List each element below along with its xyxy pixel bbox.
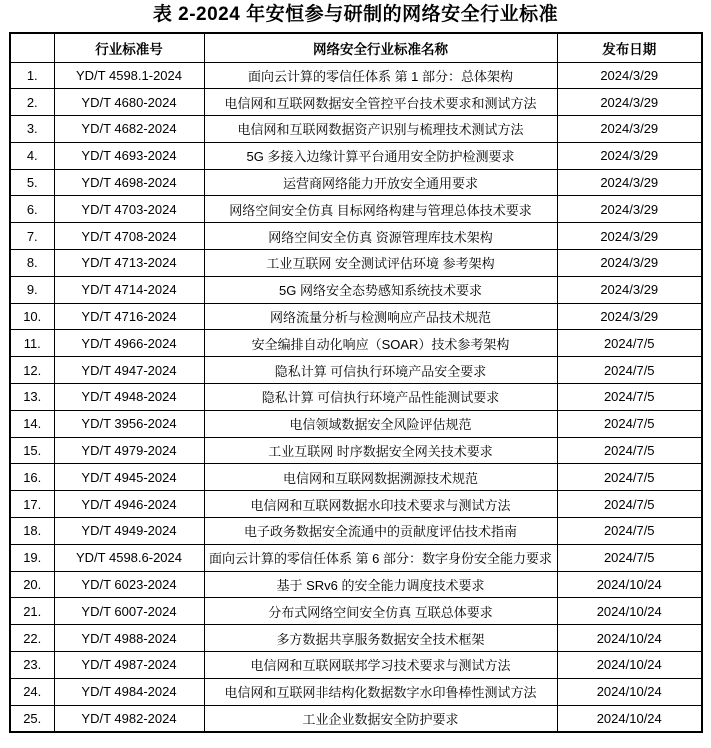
standard-name-cell: 多方数据共享服务数据安全技术框架 (204, 625, 557, 652)
standard-name-cell: 分布式网络空间安全仿真 互联总体要求 (204, 598, 557, 625)
publish-date-cell: 2024/10/24 (557, 678, 702, 705)
header-standard-name: 网络安全行业标准名称 (204, 33, 557, 62)
standard-number-cell: YD/T 4682-2024 (54, 116, 204, 143)
table-row (10, 705, 702, 732)
standard-number-cell: YD/T 4979-2024 (54, 437, 204, 464)
publish-date-cell: 2024/10/24 (557, 598, 702, 625)
row-index: 17. (10, 491, 54, 518)
row-index: 5. (10, 169, 54, 196)
publish-date-cell: 2024/3/29 (557, 62, 702, 89)
standard-name-cell: 5G 网络安全态势感知系统技术要求 (204, 276, 557, 303)
table-row (10, 625, 702, 652)
standard-name-cell: 网络空间安全仿真 资源管理库技术架构 (204, 223, 557, 250)
header-publish-date: 发布日期 (557, 33, 702, 62)
publish-date-cell: 2024/10/24 (557, 705, 702, 732)
row-index: 25. (10, 705, 54, 732)
row-index: 12. (10, 357, 54, 384)
publish-date-cell: 2024/7/5 (557, 410, 702, 437)
table-body (10, 62, 702, 732)
standard-number-cell: YD/T 4698-2024 (54, 169, 204, 196)
row-index: 19. (10, 544, 54, 571)
standard-name-cell: 电信网和互联网数据安全管控平台技术要求和测试方法 (204, 89, 557, 116)
standard-name-cell: 面向云计算的零信任体系 第 1 部分：总体架构 (204, 62, 557, 89)
standard-name-cell: 电信网和互联网数据溯源技术规范 (204, 464, 557, 491)
standard-number-cell: YD/T 4693-2024 (54, 142, 204, 169)
table-row (10, 384, 702, 411)
publish-date-cell: 2024/10/24 (557, 625, 702, 652)
table-row (10, 357, 702, 384)
row-index: 3. (10, 116, 54, 143)
standard-name-cell: 网络空间安全仿真 目标网络构建与管理总体技术要求 (204, 196, 557, 223)
table-row (10, 196, 702, 223)
table-row (10, 116, 702, 143)
standard-number-cell: YD/T 4703-2024 (54, 196, 204, 223)
standard-name-cell: 电信网和互联网非结构化数据数字水印鲁棒性测试方法 (204, 678, 557, 705)
table-row (10, 250, 702, 277)
row-index: 15. (10, 437, 54, 464)
standard-name-cell: 面向云计算的零信任体系 第 6 部分：数字身份安全能力要求 (204, 544, 557, 571)
row-index: 13. (10, 384, 54, 411)
table-row (10, 330, 702, 357)
standard-number-cell: YD/T 4988-2024 (54, 625, 204, 652)
publish-date-cell: 2024/3/29 (557, 169, 702, 196)
standard-name-cell: 电信网和互联网数据水印技术要求与测试方法 (204, 491, 557, 518)
row-index: 22. (10, 625, 54, 652)
standard-number-cell: YD/T 4598.6-2024 (54, 544, 204, 571)
table-row (10, 437, 702, 464)
table-row (10, 303, 702, 330)
publish-date-cell: 2024/3/29 (557, 223, 702, 250)
publish-date-cell: 2024/3/29 (557, 303, 702, 330)
publish-date-cell: 2024/10/24 (557, 571, 702, 598)
standard-number-cell: YD/T 4598.1-2024 (54, 62, 204, 89)
table-row (10, 518, 702, 545)
publish-date-cell: 2024/3/29 (557, 116, 702, 143)
row-index: 6. (10, 196, 54, 223)
header-standard-number: 行业标准号 (54, 33, 204, 62)
standard-number-cell: YD/T 6023-2024 (54, 571, 204, 598)
row-index: 7. (10, 223, 54, 250)
standard-number-cell: YD/T 4714-2024 (54, 276, 204, 303)
standard-number-cell: YD/T 4982-2024 (54, 705, 204, 732)
standard-number-cell: YD/T 6007-2024 (54, 598, 204, 625)
table-row (10, 276, 702, 303)
standard-name-cell: 5G 多接入边缘计算平台通用安全防护检测要求 (204, 142, 557, 169)
table-header (10, 33, 702, 62)
table-row (10, 169, 702, 196)
table-row (10, 89, 702, 116)
table-row (10, 491, 702, 518)
standard-name-cell: 网络流量分析与检测响应产品技术规范 (204, 303, 557, 330)
standard-name-cell: 电子政务数据安全流通中的贡献度评估技术指南 (204, 518, 557, 545)
table-row (10, 571, 702, 598)
row-index: 20. (10, 571, 54, 598)
table-caption: 表 2-2024 年安恒参与研制的网络安全行业标准 (152, 4, 559, 25)
standard-number-cell: YD/T 4708-2024 (54, 223, 204, 250)
publish-date-cell: 2024/3/29 (557, 276, 702, 303)
row-index: 8. (10, 250, 54, 277)
standard-name-cell: 电信网和互联网数据资产识别与梳理技术测试方法 (204, 116, 557, 143)
row-index: 23. (10, 652, 54, 679)
standards-table (9, 32, 703, 733)
standard-number-cell: YD/T 4680-2024 (54, 89, 204, 116)
table-row (10, 652, 702, 679)
publish-date-cell: 2024/7/5 (557, 437, 702, 464)
publish-date-cell: 2024/3/29 (557, 250, 702, 277)
publish-date-cell: 2024/7/5 (557, 330, 702, 357)
standard-number-cell: YD/T 3956-2024 (54, 410, 204, 437)
row-index: 4. (10, 142, 54, 169)
row-index: 11. (10, 330, 54, 357)
row-index: 10. (10, 303, 54, 330)
publish-date-cell: 2024/7/5 (557, 464, 702, 491)
table-row (10, 410, 702, 437)
table-row (10, 464, 702, 491)
table-row (10, 678, 702, 705)
standard-name-cell: 隐私计算 可信执行环境产品性能测试要求 (204, 384, 557, 411)
table-row (10, 223, 702, 250)
publish-date-cell: 2024/7/5 (557, 384, 702, 411)
standard-number-cell: YD/T 4948-2024 (54, 384, 204, 411)
header-row (10, 33, 702, 62)
standard-name-cell: 工业企业数据安全防护要求 (204, 705, 557, 732)
header-index (10, 33, 54, 62)
standard-name-cell: 安全编排自动化响应（SOAR）技术参考架构 (204, 330, 557, 357)
standard-number-cell: YD/T 4984-2024 (54, 678, 204, 705)
standard-number-cell: YD/T 4713-2024 (54, 250, 204, 277)
row-index: 14. (10, 410, 54, 437)
table-row (10, 62, 702, 89)
publish-date-cell: 2024/7/5 (557, 491, 702, 518)
row-index: 18. (10, 518, 54, 545)
publish-date-cell: 2024/3/29 (557, 89, 702, 116)
publish-date-cell: 2024/7/5 (557, 357, 702, 384)
table-row (10, 544, 702, 571)
publish-date-cell: 2024/7/5 (557, 518, 702, 545)
standard-name-cell: 电信网和互联网联邦学习技术要求与测试方法 (204, 652, 557, 679)
row-index: 24. (10, 678, 54, 705)
standard-name-cell: 运营商网络能力开放安全通用要求 (204, 169, 557, 196)
standard-number-cell: YD/T 4716-2024 (54, 303, 204, 330)
standard-name-cell: 工业互联网 安全测试评估环境 参考架构 (204, 250, 557, 277)
standard-number-cell: YD/T 4947-2024 (54, 357, 204, 384)
publish-date-cell: 2024/7/5 (557, 544, 702, 571)
standard-name-cell: 基于 SRv6 的安全能力调度技术要求 (204, 571, 557, 598)
standard-number-cell: YD/T 4945-2024 (54, 464, 204, 491)
standard-name-cell: 隐私计算 可信执行环境产品安全要求 (204, 357, 557, 384)
standard-number-cell: YD/T 4949-2024 (54, 518, 204, 545)
publish-date-cell: 2024/3/29 (557, 142, 702, 169)
publish-date-cell: 2024/3/29 (557, 196, 702, 223)
row-index: 9. (10, 276, 54, 303)
table-row (10, 598, 702, 625)
standard-name-cell: 工业互联网 时序数据安全网关技术要求 (204, 437, 557, 464)
table-row (10, 142, 702, 169)
standard-number-cell: YD/T 4946-2024 (54, 491, 204, 518)
publish-date-cell: 2024/10/24 (557, 652, 702, 679)
row-index: 1. (10, 62, 54, 89)
standard-number-cell: YD/T 4987-2024 (54, 652, 204, 679)
row-index: 2. (10, 89, 54, 116)
standard-number-cell: YD/T 4966-2024 (54, 330, 204, 357)
row-index: 21. (10, 598, 54, 625)
row-index: 16. (10, 464, 54, 491)
standard-name-cell: 电信领域数据安全风险评估规范 (204, 410, 557, 437)
